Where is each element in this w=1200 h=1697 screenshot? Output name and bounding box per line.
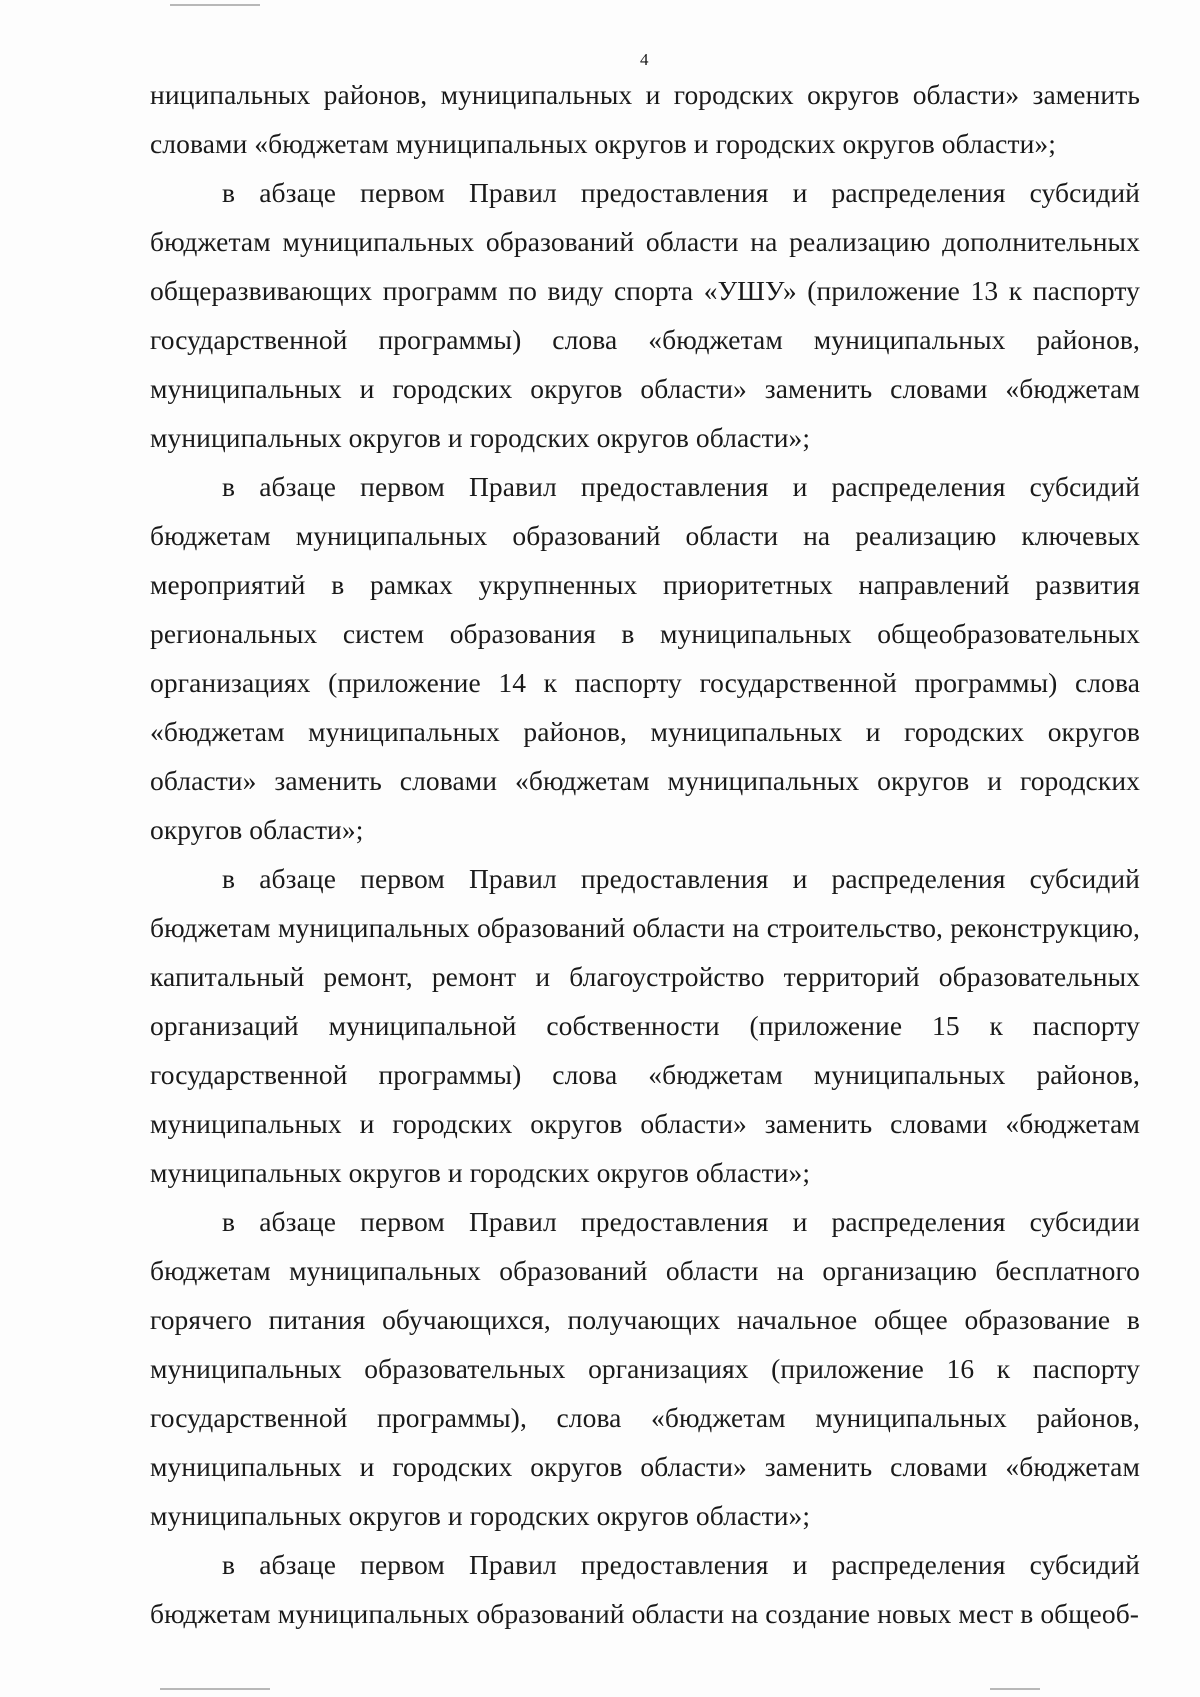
- scan-artifact-bottom-left: [160, 1688, 270, 1690]
- scan-artifact-bottom-right: [990, 1688, 1040, 1690]
- scan-artifact-top: [170, 4, 260, 6]
- paragraph-appendix-15: в абзаце первом Правил предоставления и распределения субсидий бюджетам муниципальных образований области на строительство, реконструкцию, капитальный ремонт, ремонт и благоустройство территорий образовательных организаций муниципальной собственности (приложение 15 к паспорту государственной программы) слова «бюджетам муниципальных районов, муниципальных и городских округов области» заменить словами «бюджетам муниципальных округов и городских округов области»;: [150, 863, 1140, 1188]
- paragraph-appendix-16: в абзаце первом Правил предоставления и распределения субсидии бюджетам муниципальных образований области на организацию бесплатного горячего питания обучающихся, получающих начальное общее образование в муниципальных образовательных организациях (приложение 16 к паспорту государственной программы), слова «бюджетам муниципальных районов, муниципальных и городских округов области» заменить словами «бюджетам муниципальных округов и городских округов области»;: [150, 1206, 1140, 1531]
- paragraph-continuation: ниципальных районов, муниципальных и городских округов области» заменить словами «бюджетам муниципальных округов и городских округов области»;: [150, 79, 1140, 159]
- paragraph-appendix-14: в абзаце первом Правил предоставления и распределения субсидий бюджетам муниципальных образований области на реализацию ключевых мероприятий в рамках укрупненных приоритетных направлений развития региональных систем образования в муниципальных общеобразовательных организациях (приложение 14 к паспорту государственной программы) слова «бюджетам муниципальных районов, муниципальных и городских округов области» заменить словами «бюджетам муниципальных округов и городских округов области»;: [150, 471, 1140, 845]
- paragraph-appendix-13: в абзаце первом Правил предоставления и распределения субсидий бюджетам муниципальных образований области на реализацию дополнительных общеразвивающих программ по виду спорта «УШУ» (приложение 13 к паспорту государственной программы) слова «бюджетам муниципальных районов, муниципальных и городских округов области» заменить словами «бюджетам муниципальных округов и городских округов области»;: [150, 177, 1140, 453]
- page-number: 4: [640, 50, 649, 69]
- document-body: [150, 70, 1140, 1638]
- paragraph-new-places: в абзаце первом Правил предоставления и распределения субсидий бюджетам муниципальных образований области на создание новых мест в общеоб-: [150, 1549, 1140, 1629]
